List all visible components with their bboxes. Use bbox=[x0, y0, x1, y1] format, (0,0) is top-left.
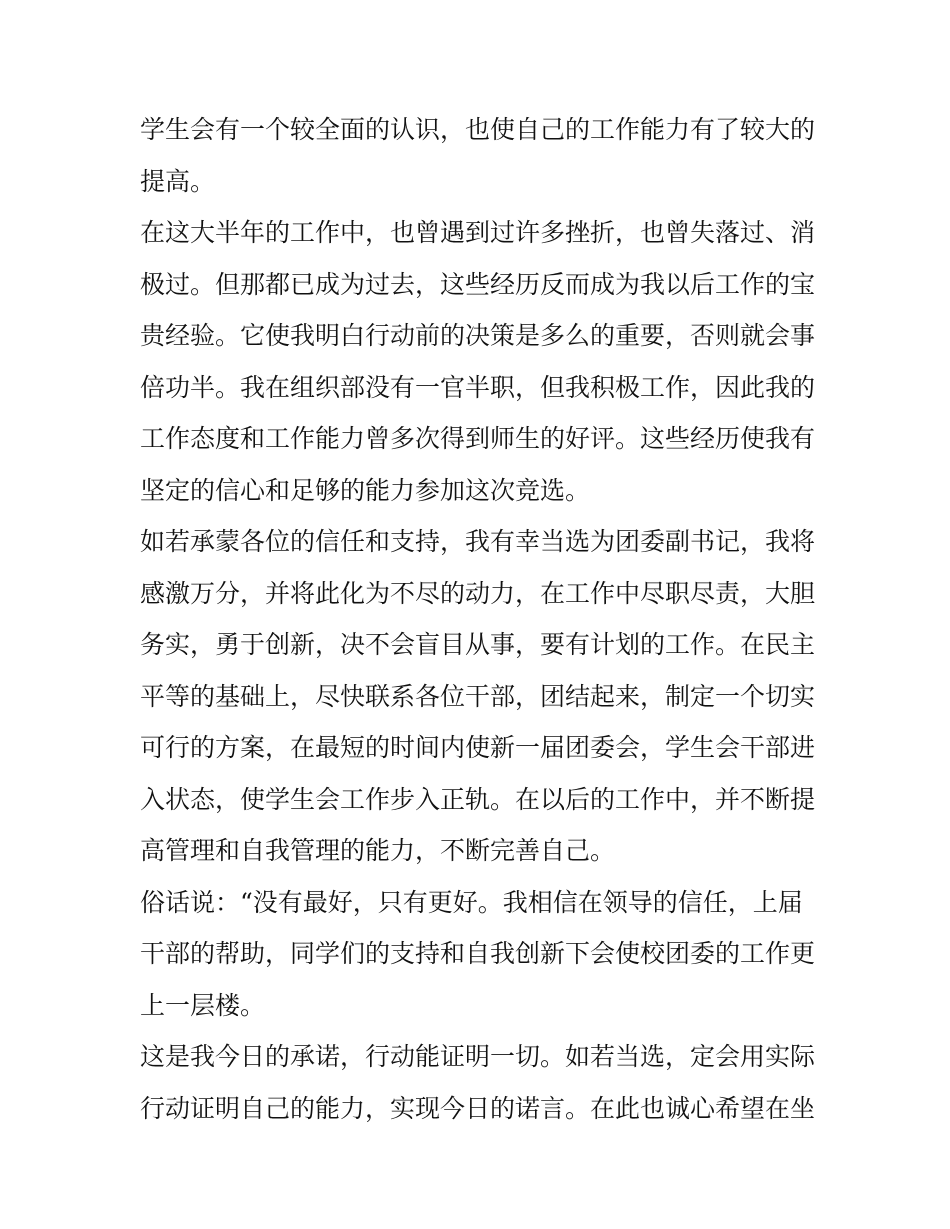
text-line: 倍功半。我在组织部没有一官半职，但我积极工作，因此我的 bbox=[140, 372, 816, 402]
text-line: 感激万分，并将此化为不尽的动力，在工作中尽职尽责，大胆 bbox=[140, 578, 816, 608]
text-line: 务实，勇于创新，决不会盲目从事，要有计划的工作。在民主 bbox=[140, 630, 816, 659]
document-body bbox=[140, 104, 820, 1134]
text-line: 可行的方案，在最短的时间内使新一届团委会，学生会干部进 bbox=[140, 733, 816, 762]
text-line: 高管理和自我管理的能力，不断完善自己。 bbox=[140, 836, 616, 865]
text-line: 学生会有一个较全面的认识，也使自己的工作能力有了较大的 bbox=[140, 115, 816, 144]
paragraph-5 bbox=[140, 1031, 820, 1134]
text-line: 行动证明自己的能力，实现今日的诺言。在此也诚心希望在坐 bbox=[140, 1093, 816, 1123]
text-line: 极过。但那都已成为过去，这些经历反而成为我以后工作的宝 bbox=[140, 269, 816, 299]
text-line: 坚定的信心和足够的能力参加这次竞选。 bbox=[140, 475, 591, 505]
text-line: 干部的帮助，同学们的支持和自我创新下会使校团委的工作更 bbox=[140, 939, 816, 968]
paragraph-4 bbox=[140, 877, 820, 1032]
text-line: 如若承蒙各位的信任和支持，我有幸当选为团委副书记，我将 bbox=[140, 527, 816, 556]
text-line: 贵经验。它使我明白行动前的决策是多么的重要，否则就会事 bbox=[140, 321, 816, 350]
text-line: 平等的基础上，尽快联系各位干部，团结起来，制定一个切实 bbox=[140, 681, 816, 711]
text-line: 上一层楼。 bbox=[140, 990, 266, 1020]
text-line: 提高。 bbox=[140, 166, 216, 196]
text-line: 工作态度和工作能力曾多次得到师生的好评。这些经历使我有 bbox=[140, 424, 816, 453]
text-line: 俗话说：“没有最好，只有更好。我相信在领导的信任，上届 bbox=[140, 887, 803, 917]
paragraph-1 bbox=[140, 104, 820, 207]
text-line: 入状态，使学生会工作步入正轨。在以后的工作中，并不断提 bbox=[140, 784, 816, 814]
paragraph-3 bbox=[140, 516, 820, 877]
text-line: 这是我今日的承诺，行动能证明一切。如若当选，定会用实际 bbox=[140, 1042, 816, 1071]
paragraph-2 bbox=[140, 207, 820, 516]
text-line: 在这大半年的工作中，也曾遇到过许多挫折，也曾失落过、消 bbox=[140, 218, 816, 247]
